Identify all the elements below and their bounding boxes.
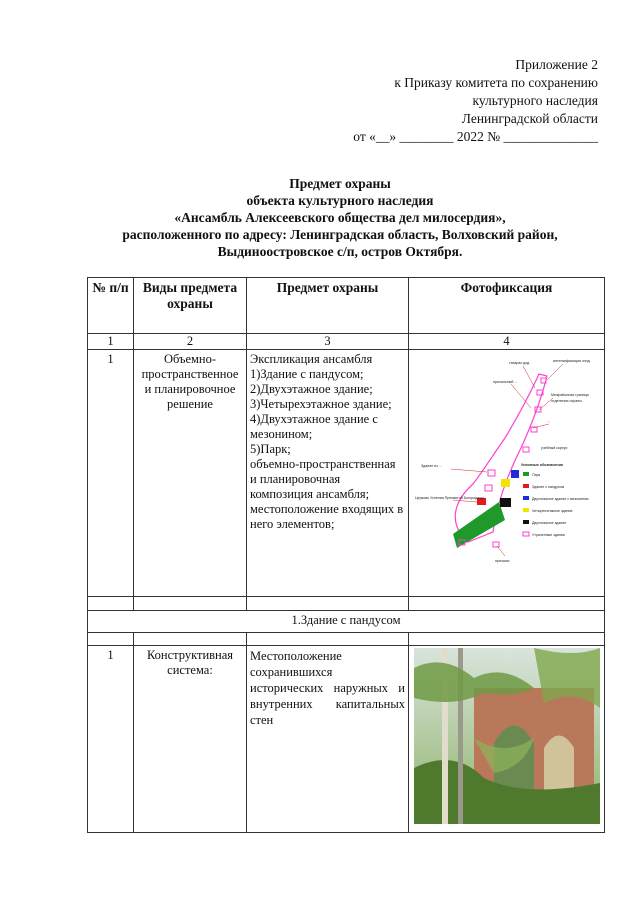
appendix-line: культурного наследия [472,93,598,108]
legend-swatch [523,472,529,476]
map-label: отделения охраны [550,399,582,403]
title-line: «Ансамбль Алексеевского общества дел милосердия», [174,210,506,225]
map-label: Церковь Успения Пресвятой Богородицы [414,496,484,500]
column-number: 4 [409,334,605,350]
spacer-row [88,597,605,611]
row-subject: Местоположение сохранившихся исторических наружных и внутренних капитальных стен [247,646,409,833]
table-header-row [88,278,605,334]
legend-label: Четырехэтажное здание [531,509,573,513]
row-type: Объемно-пространственное и планировочное решение [134,350,247,597]
map-label: причальный ... [492,380,517,384]
map-label: ... [546,419,550,423]
legend-label: Двухэтажное здание [531,521,566,525]
subject-line: Экспликация ансамбля [250,352,373,366]
section-title: 1.Здание с пандусом [88,611,605,633]
document-title [60,175,620,260]
column-number: 3 [247,334,409,350]
map-label: Межрайонная граница [550,393,589,397]
subject-line: местоположение входящих в него элементов; [250,502,404,531]
section-row [88,611,605,633]
legend-swatch [523,496,529,500]
map-label: тахарах дод [508,361,529,365]
header-subject: Предмет охраны [247,278,409,334]
title-line: объекта культурного наследия [246,193,434,208]
appendix-block [353,56,598,146]
subject-line: 5)Парк; [250,442,291,456]
subject-line: 4)Двухэтажное здание с мезонином; [250,412,378,441]
title-line: Выдиноостровское с/п, остров Октября. [217,244,463,259]
table-row [88,646,605,833]
subject-line: объемно-пространственная и планировочная композиция ансамбля; [250,457,396,501]
map-label: учебный корпус [540,446,567,450]
title-line: Предмет охраны [289,176,391,191]
subject-line: 3)Четырехэтажное здание; [250,397,392,411]
header-photo: Фотофиксация [409,278,605,334]
legend-label: Утраченные здания [531,533,565,537]
legend-swatch [523,508,529,512]
subject-line: 1)Здание с пандусом; [250,367,364,381]
appendix-line: Ленинградской области [461,111,598,126]
protection-table [87,277,605,833]
legend-swatch [523,484,529,488]
row-subject [247,350,409,597]
header-num: № п/п [88,278,134,334]
table-row [88,350,605,597]
legend-label: Парк [531,473,540,477]
map-label: причалы [494,559,510,563]
building-photo [414,648,600,824]
column-number: 2 [134,334,247,350]
appendix-line: Приложение 2 [515,57,598,72]
column-number-row [88,334,605,350]
map-legend-title: Условные обозначения [520,463,563,467]
title-line: расположенного по адресу: Ленинградская область, Волховский район, [122,227,558,242]
legend-swatch [523,520,529,524]
column-number: 1 [88,334,134,350]
header-type: Виды предмета охраны [134,278,247,334]
row-num: 1 [88,646,134,833]
legend-label: Здание с пандусом [531,485,564,489]
photo-cell-map [409,350,605,597]
appendix-line: от «__» ________ 2022 № ______________ [353,129,598,144]
map-label: Здание из ... [420,464,442,468]
appendix-line: к Приказу комитета по сохранению [394,75,598,90]
subject-line: 2)Двухэтажное здание; [250,382,373,396]
map-label: интенсификация зонд [552,359,590,363]
row-type: Конструктивная система: [134,646,247,833]
spacer-row [88,633,605,646]
photo-cell [409,646,605,833]
row-num: 1 [88,350,134,597]
ensemble-map-diagram [413,352,601,570]
legend-label: Двухэтажное здание с мезонином [531,497,588,501]
